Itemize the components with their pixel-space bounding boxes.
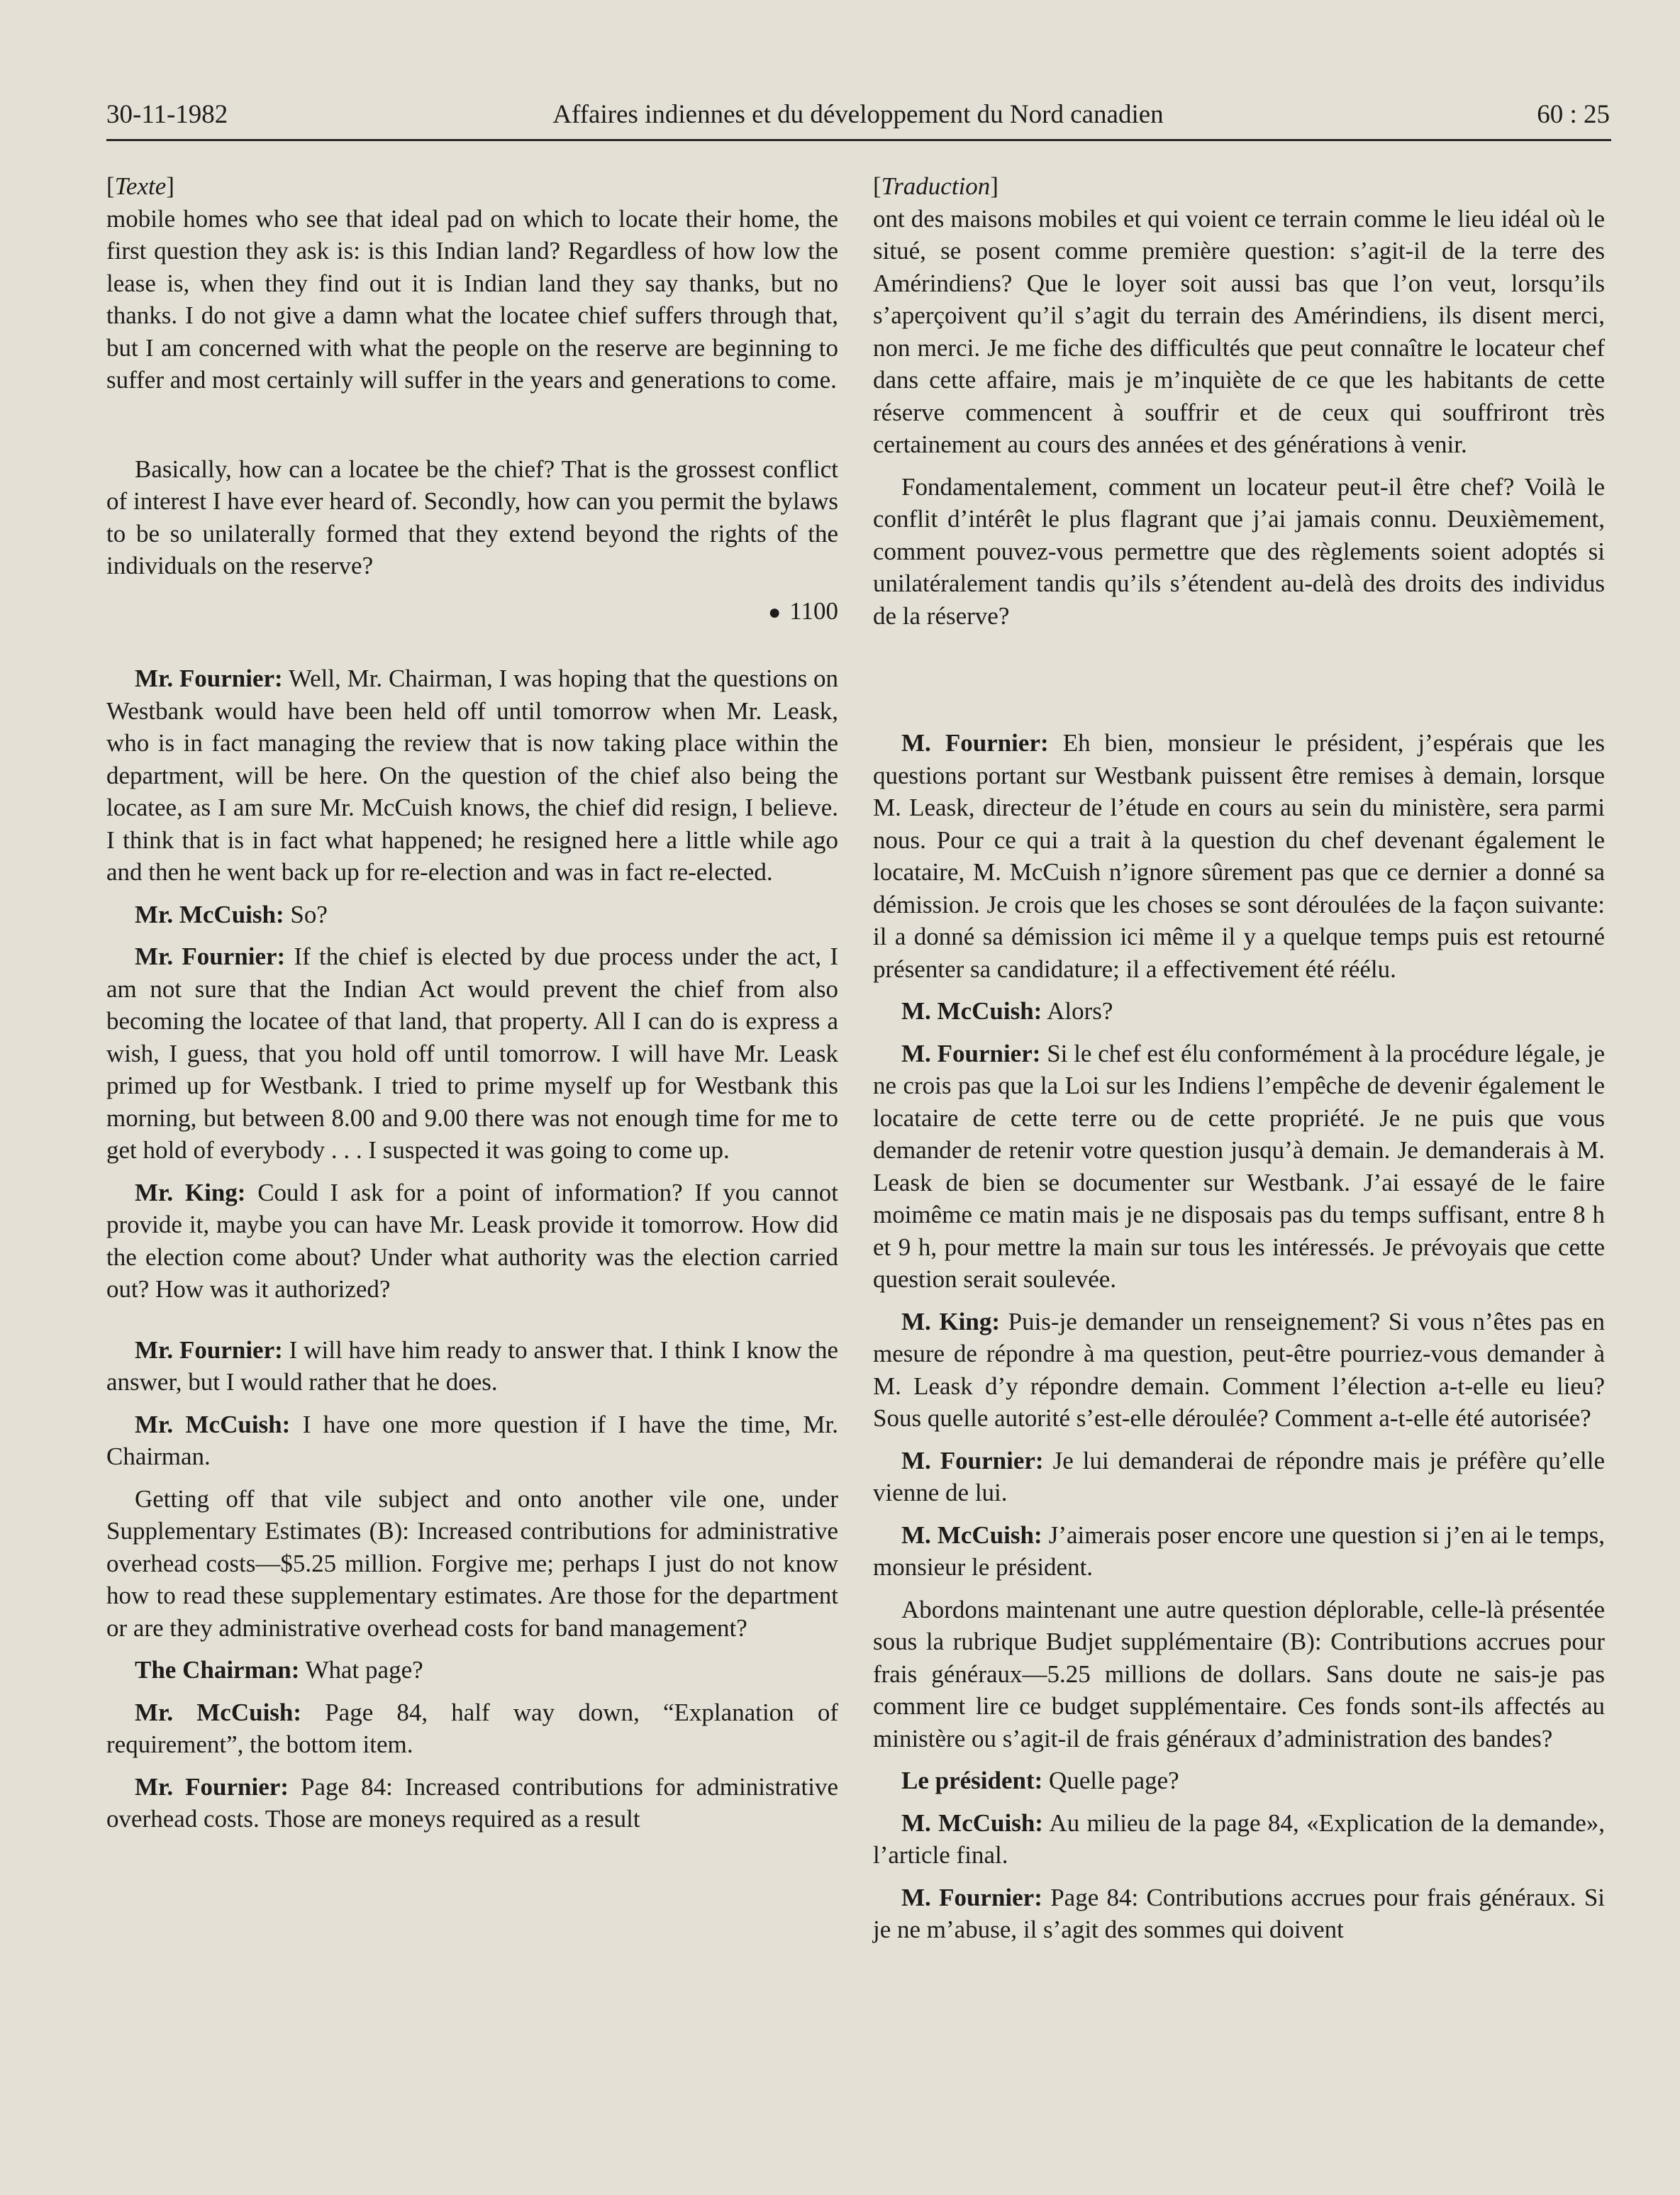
speech: Mr. McCuish: I have one more question if I have the time, Mr. Chairman. [106,1410,838,1470]
speech: M. Fournier: Je lui demanderai de répondre mais je préfère qu’elle vienne de lui. [873,1446,1606,1506]
paragraph: Getting off that vile subject and onto another vile one, under Supplementary Estimates (B): Increased contributions for administrative overhead costs—$5.25 million. Forgive me; perhaps I just do not know how to read these supplementary estimates. Are those for the department or are they administrative overhead costs for band management? [106,1484,838,1642]
speaker-name: Le président: [901,1767,1043,1794]
speech: M. Fournier: Page 84: Contributions accrues pour frais généraux. Si je ne m’abuse, il s’agit des sommes qui doivent [873,1883,1606,1943]
speaker-name: M. Fournier: [901,1446,1044,1474]
header-title: Affaires indiennes et du développement du Nord canadien [552,100,1164,129]
speech: M. McCuish: Au milieu de la page 84, «Explication de la demande», l’article final. [873,1808,1606,1869]
section-tag-traduction: [Traduction] [873,172,998,200]
paragraph: ont des maisons mobiles et qui voient ce terrain comme le lieu idéal où le situé, se posent comme première question: s’agit-il de la terre des Amérindiens? Que le loyer soit aussi bas que l’on veut, lorsqu’ils s’aperçoivent qu’il s’agit du terrain des Amérindiens, ils disent merci, non merci. Je me fiche des difficultés que peut connaître le locateur chef dans cette affaire, mais je m’inquiète de ce que les habitants de cette réserve commencent à souffrir et de ceux qui souffriront très certainement au cours des années et des générations à venir. [873,204,1605,458]
paragraph: Abordons maintenant une autre question déplorable, celle-là présentée sous la rubrique Budjet supplémentaire (B): Contributions accrues pour frais généraux—5.25 millions de dollars. Sans doute ne sais-je pas comment lire ce budget supplémentaire. Ces fonds sont-ils affectés au ministère ou s’agit-il de frais généraux d’administration des bandes? [873,1595,1605,1752]
paragraph: Fondamentalement, comment un locateur peut-il être chef? Voilà le conflit d’intérêt le plus flagrant que j’ai jamais connu. Deuxièmement, comment pouvez-vous permettre que des règlements soient adoptés si unilatéralement tandis qu’ils s’étendent au-delà des droits des individus de la réserve? [873,472,1605,630]
speech: M. McCuish: Alors? [901,997,1113,1025]
speech: Mr. King: Could I ask for a point of information? If you cannot provide it, maybe you can have Mr. Leask provide it tomorrow. How did the election come about? Under what authority was the election carried out? How was it authorized? [106,1178,838,1303]
speaker-name: Mr. Fournier: [135,1772,289,1801]
header-page-number: 60 : 25 [1537,100,1610,129]
speech: Mr. McCuish: Page 84, half way down, “Explanation of requirement”, the bottom item. [106,1698,838,1758]
speaker-name: M. McCuish: [901,1808,1043,1837]
speaker-name: M. Fournier: [901,1883,1042,1911]
speaker-name: Mr. King: [135,1178,246,1206]
speaker-name: M. King: [901,1307,1000,1335]
running-header [106,96,1610,134]
time-marker: ● 1100 [768,596,838,625]
speaker-name: Mr. McCuish: [135,900,284,928]
header-date: 30-11-1982 [106,100,228,129]
speech: Mr. McCuish: So? [135,900,328,928]
speech: Mr. Fournier: Well, Mr. Chairman, I was hoping that the questions on Westbank would have been held off until tomorrow when Mr. Leask, who is in fact managing the review that is now taking place within the department, will be here. On the question of the chief also being the locatee, as I am sure Mr. McCuish knows, the chief did resign, I believe. I think that is in fact what happened; he resigned here a little while ago and then he went back up for re-election and was in fact re-elected. [106,665,838,886]
speech: M. McCuish: J’aimerais poser encore une question si j’en ai le temps, monsieur le président. [873,1521,1606,1581]
speech: The Chairman: What page? [135,1656,423,1684]
speaker-name: M. Fournier: [901,1039,1041,1067]
speaker-name: Mr. Fournier: [135,1335,283,1364]
speech: Le président: Quelle page? [901,1767,1179,1794]
speaker-name: Mr. McCuish: [135,1410,291,1438]
speech: M. King: Puis-je demander un renseignement? Si vous n’êtes pas en mesure de répondre à ma question, peut-être pourriez-vous demander à M. Leask d’y répondre demain. Comment l’élection a-t-elle eu lieu? Sous quelle autorité s’est-elle déroulée? Comment a-t-elle été autorisée? [873,1307,1605,1432]
paragraph: Basically, how can a locatee be the chief? That is the grossest conflict of interest I have ever heard of. Secondly, how can you permit the bylaws to be so unilaterally formed that they extend beyond the rights of the individuals on the reserve? [106,455,838,579]
speaker-name: Mr. Fournier: [135,665,283,692]
speech: Mr. Fournier: If the chief is elected by due process under the act, I am not sure that the Indian Act would prevent the chief from also becoming the locatee of that land, that property. All I can do is express a wish, I guess, that you hold off until tomorrow. I will have Mr. Leask primed up for Westbank. I tried to prime myself up for Westbank this morning, but between 8.00 and 9.00 there was not enough time for me to get hold of everybody . . . I suspected it was going to come up. [106,943,838,1164]
paragraph: mobile homes who see that ideal pad on which to locate their home, the first question they ask is: is this Indian land? Regardless of how low the lease is, when they find out it is Indian land they say thanks, but no thanks. I do not give a damn what the locatee chief suffers through that, but I am concerned with what the people on the reserve are beginning to suffer and most certainly will suffer in the years and generations to come. [106,204,838,394]
speaker-name: Mr. Fournier: [135,943,286,970]
speech: M. Fournier: Si le chef est élu conformément à la procédure légale, je ne crois pas que la Loi sur les Indiens l’empêche de devenir également le locataire de cette terre ou de cette propriété. Je ne puis que vous demander de retenir votre question jusqu’à demain. Je demanderais à M. Leask de bien se documenter sur Westbank. J’ai essayé de le faire moimême ce matin mais je ne disposais pas du temps suffisant, entre 8 h et 9 h, pour mettre la main sur tous les intéressés. Je prévoyais que cette question serait soulevée. [873,1039,1605,1293]
speech: Mr. Fournier: Page 84: Increased contributions for administrative overhead costs. Those are moneys required as a result [106,1772,838,1833]
speaker-name: M. McCuish: [901,997,1042,1025]
bullet-icon: ● [768,600,781,624]
header-rule [106,139,1611,141]
english-column [106,170,838,1845]
section-tag-texte: [Texte] [106,172,174,200]
speaker-name: Mr. McCuish: [135,1698,302,1726]
speaker-name: The Chairman: [135,1656,300,1684]
speaker-name: M. Fournier: [901,729,1049,757]
speech: Mr. Fournier: I will have him ready to answer that. I think I know the answer, but I would rather that he does. [106,1335,839,1396]
speech: M. Fournier: Eh bien, monsieur le président, j’espérais que les questions portant sur Westbank puissent être remises à demain, lorsque M. Leask, directeur de l’étude en cours au sein du ministère, sera parmi nous. Pour ce qui a trait à la question du chef devenant également le locataire, M. McCuish n’ignore sûrement pas que ce dernier a donné sa démission. Je crois que les choses se sont déroulées de la façon suivante: il a donné sa démission ici même il y a quelque temps puis est retourné présenter sa candidature; il a effectivement été réélu. [873,729,1606,983]
speaker-name: M. McCuish: [901,1521,1042,1549]
french-column [873,170,1605,1956]
